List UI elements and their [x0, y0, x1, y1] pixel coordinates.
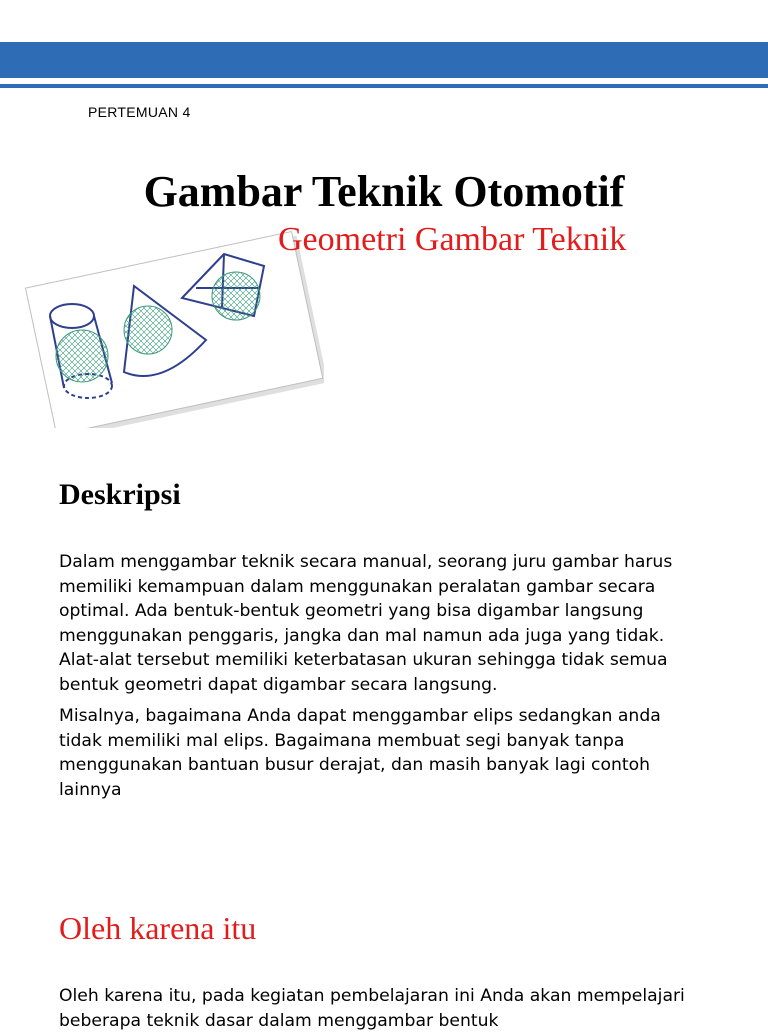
- meeting-label: PERTEMUAN 4: [88, 104, 191, 120]
- document-subtitle: Geometri Gambar Teknik: [278, 221, 627, 258]
- document-title: Gambar Teknik Otomotif: [143, 167, 625, 216]
- description-paragraph: Dalam menggambar teknik secara manual, seorang juru gambar harus memiliki kemampuan dalam menggunakan peralatan gambar secara optimal. Ada bentuk-bentuk geometri yang bisa digambar langsung menggunakan penggaris, jangka dan mal namun ada juga yang tidak. Alat-alat tersebut memiliki keterbatasan ukuran sehingga tidak semua bentuk geometri dapat digambar secara langsung.: [59, 552, 673, 695]
- description-paragraph: Misalnya, bagaimana Anda dapat menggambar elips sedangkan anda tidak memiliki mal elips. Bagaimana membuat segi banyak tanpa menggunakan bantuan busur derajat, dan masih banyak lagi contoh lainnya: [59, 706, 661, 800]
- header-rule: [0, 84, 768, 88]
- section-heading-therefore: Oleh karena itu: [59, 910, 257, 946]
- section-heading-description: Deskripsi: [59, 478, 181, 511]
- header-band: [0, 42, 768, 78]
- therefore-paragraph: Oleh karena itu, pada kegiatan pembelajaran ini Anda akan mempelajari beberapa teknik dasar dalam menggambar bentuk: [59, 986, 685, 1031]
